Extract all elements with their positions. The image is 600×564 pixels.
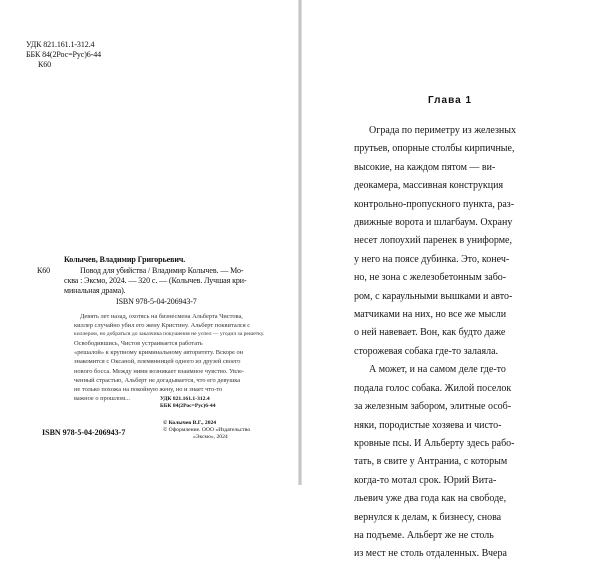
bib-line: Повод для убийства / Владимир Колычев. — Мо-: [80, 266, 244, 275]
udk-block: [26, 40, 101, 70]
text-line: движные ворота и шлагбаум. Охрану: [354, 217, 513, 229]
footer-udk: [160, 396, 216, 410]
paragraph-2: [354, 361, 516, 563]
text-line: прутьев, опорные столбы кирпичные,: [354, 143, 515, 155]
text-line: тать, в свите у Антраниа, с которым: [354, 456, 508, 468]
text-line: матчиками на них, но все же мысли: [354, 309, 507, 321]
text-line: деокамера, массивная конструкция: [354, 180, 504, 192]
annotation-line: «решалой» к крупному криминальному авторитету. Вскоре он: [74, 349, 244, 357]
isbn-mid: ISBN 978-5-04-206943-7: [116, 297, 197, 306]
annotation: [74, 312, 265, 403]
text-line: у него на поясе дубинка. Это, конеч-: [354, 253, 510, 265]
udk-line: УДК 821.161.1-312.4: [26, 40, 95, 49]
bib-code: К60: [37, 266, 51, 275]
annotation-line: Освободившись, Чистов устраивается работать: [74, 340, 203, 348]
annotation-line: киллером, но добраться до заказчика покушения не успел — угодил за решетку.: [74, 331, 265, 338]
bib-author-line: Колычев, Владимир Григорьевич.: [64, 255, 186, 264]
annotation-line: нового босса. Между ними возникает взаимное чувство. Увле-: [74, 367, 245, 375]
text-line: когда-то мотал срок. Юрий Вита-: [354, 474, 497, 486]
text-line: на подъеме. Альберт же не столь: [354, 529, 494, 541]
annotation-line: Девять лет назад, охотясь на бизнесмена Альберта Чистова,: [80, 313, 243, 320]
text-line: Ограда по периметру из железных: [369, 125, 516, 136]
body-text: [354, 122, 516, 564]
annotation-line: важное о прошлом...: [74, 394, 130, 402]
text-line: контрольно-пропускного пункта, раз-: [354, 198, 515, 210]
annotation-line: знакомится с Оксаной, племянницей одного из друзей своего: [74, 358, 241, 366]
text-line: вернулся к делам, к бизнесу, снова: [354, 511, 502, 523]
copyright-publisher: «Эксмо», 2024: [193, 434, 228, 441]
text-line: высокие, на каждом пятом — ви-: [354, 161, 496, 173]
annotation-line: ченный страстью, Альберт не догадывается, что его девушка: [74, 376, 241, 384]
text-line: о ней навевает. Вон, как будто даже: [354, 327, 506, 339]
text-line: ром, с караульными вышками и авто-: [354, 290, 513, 302]
paragraph-1: [354, 122, 516, 361]
bib-line: минальная драма).: [64, 286, 126, 295]
text-line: за железным забором, элитные особ-: [354, 401, 512, 413]
footer-bbk-line: ББК 84(2Рос=Рус)6-44: [160, 403, 216, 410]
bib-line: сква : Эксмо, 2024. — 320 с. — (Колычев. Лучшая кри-: [64, 276, 247, 285]
text-line: сторожевая собака где-то залаяла.: [354, 345, 499, 357]
bib-description: [64, 266, 247, 296]
footer-udk-line: УДК 821.161.1-312.4: [160, 396, 210, 402]
copyright-design: © Оформление. ООО «Издательство: [163, 427, 251, 434]
text-line: А может, и на самом деле где-то: [369, 364, 506, 376]
bbk-line: ББК 84(2Рос=Рус)6-44: [26, 50, 102, 59]
chapter-title: Глава 1: [428, 95, 473, 106]
footer-isbn: ISBN 978-5-04-206943-7: [42, 428, 126, 437]
text-line: няки, породистые хозяева и чисто-: [354, 419, 502, 431]
annotation-line: киллер случайно убил его жену Кристину. Альберт поквитался с: [74, 322, 251, 330]
left-page: [0, 0, 298, 485]
text-line: из мест не столь отдаленных. Вчера: [354, 548, 507, 560]
text-line: но, не зона с железобетонным забо-: [354, 272, 507, 284]
annotation-line: не только похожа на покойную жену, но и знает что-то: [74, 385, 223, 393]
copyright-author: © Колычев В.Г., 2024: [163, 420, 217, 426]
copyright-block: [163, 420, 250, 442]
text-line: кровные псы. И Альберту здесь рабо-: [354, 437, 515, 449]
text-line: льевич уже два года как на свободе,: [354, 493, 507, 505]
text-line: подала голос собака. Жилой поселок: [354, 382, 512, 394]
text-line: несет лопоухий паренек в униформе,: [354, 235, 512, 247]
author-code-line: К60: [38, 60, 52, 69]
